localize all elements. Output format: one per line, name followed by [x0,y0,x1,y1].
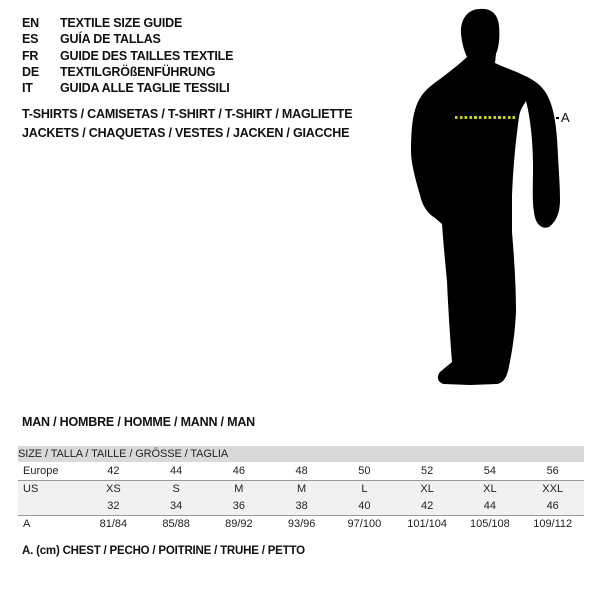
measure-label-a: A [561,110,570,125]
size-cell: M [270,481,333,499]
size-cell: 50 [358,465,371,477]
table-row-us [18,481,584,499]
language-row-es [22,31,233,47]
size-cell: 89/92 [208,516,271,534]
section-title-man: MAN / HOMBRE / HOMME / MANN / MAN [22,415,255,429]
language-row-fr [22,48,233,64]
man-silhouette-path [411,9,560,385]
size-cell: 101/104 [396,516,459,534]
measurement-footnote: A. (cm) CHEST / PECHO / POITRINE / TRUHE / PETTO [22,545,305,557]
size-cell: S [145,481,208,499]
size-cell: 44 [170,465,183,477]
language-list [22,15,233,96]
language-code: EN [22,16,39,30]
chest-measure-line [455,116,517,119]
size-cell: 42 [421,500,434,512]
size-cell: 85/88 [145,516,208,534]
size-cell: 46 [546,500,559,512]
language-row-en [22,15,233,31]
language-code: IT [22,81,33,96]
language-title: TEXTILGRÖßENFÜHRUNG [60,64,216,79]
size-table-header: SIZE / TALLA / TAILLE / GRÖSSE / TAGLIA [18,446,584,462]
size-cell: 36 [232,500,245,512]
size-cell: 109/112 [521,516,584,534]
row-label [18,498,82,516]
language-title: GUIDE DES TAILLES TEXTILE [60,48,234,63]
language-title: TEXTILE SIZE GUIDE [60,16,183,30]
table-row-uk [18,498,584,516]
language-code: DE [22,64,39,79]
table-row-chest-a [18,516,584,534]
size-cell: 38 [295,500,308,512]
size-table-header-row [18,446,584,462]
size-cell: 44 [483,500,496,512]
language-code: FR [22,48,39,63]
size-cell: 81/84 [82,516,145,534]
size-cell: L [333,481,396,499]
size-cell: XXL [521,481,584,499]
size-cell: 32 [107,500,120,512]
size-cell: 42 [107,465,120,477]
size-cell: 34 [170,500,183,512]
size-cell: 48 [295,465,308,477]
row-label: US [18,481,82,499]
size-cell: M [208,481,271,499]
row-label: A [18,516,82,534]
category-line-jackets: JACKETS / CHAQUETAS / VESTES / JACKEN / GIACCHE [22,125,350,140]
language-row-it [22,80,233,96]
size-cell: 54 [483,465,496,477]
size-cell: 56 [546,465,559,477]
row-label: Europe [23,465,59,477]
table-row-europe [18,462,584,481]
category-lines [22,105,352,142]
language-row-de [22,64,233,80]
size-cell: XS [82,481,145,499]
measure-leader-line [545,117,560,119]
language-code: ES [22,32,39,47]
size-table [18,446,584,533]
size-cell: 97/100 [333,516,396,534]
man-silhouette [398,6,578,398]
size-cell: 40 [358,500,371,512]
size-cell: 93/96 [270,516,333,534]
size-cell: 46 [232,465,245,477]
size-cell: XL [396,481,459,499]
language-title: GUIDA ALLE TAGLIE TESSILI [60,81,230,96]
size-cell: 105/108 [459,516,522,534]
category-line-tshirts: T-SHIRTS / CAMISETAS / T-SHIRT / T-SHIRT / MAGLIETTE [22,107,353,121]
size-cell: XL [459,481,522,499]
language-title: GUÍA DE TALLAS [60,32,161,47]
size-cell: 52 [421,465,434,477]
